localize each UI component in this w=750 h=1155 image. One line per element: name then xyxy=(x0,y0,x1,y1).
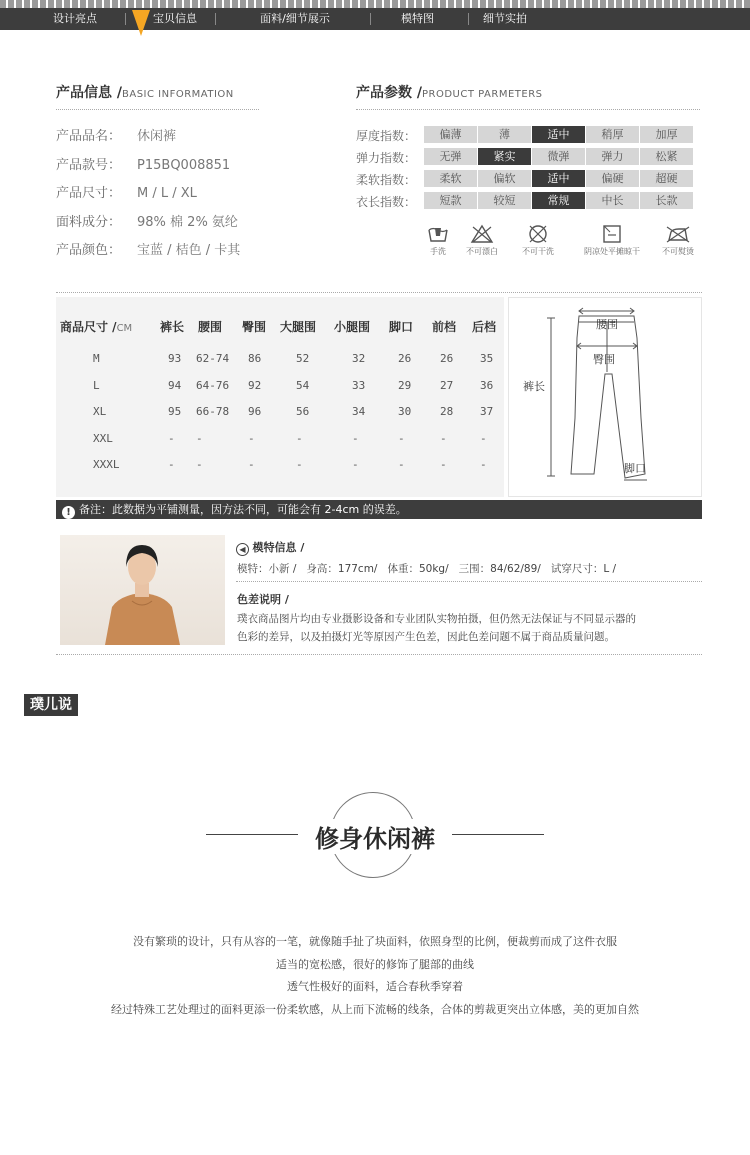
nav-item-design[interactable]: 设计亮点 xyxy=(53,12,97,25)
measurement-note xyxy=(56,500,702,519)
nav-item-model[interactable]: 模特图 xyxy=(401,12,434,25)
no-bleach-icon xyxy=(460,224,504,244)
hand-wash-icon xyxy=(416,224,460,244)
info-label: 产品品名： xyxy=(56,129,122,144)
param-option: 偏硬 xyxy=(586,170,639,187)
size-row-label: M xyxy=(93,352,100,365)
size-row-label: XL xyxy=(93,405,107,418)
param-option: 柔软 xyxy=(424,170,477,187)
size-cell: 35 xyxy=(480,352,494,365)
length-label: 裤长 xyxy=(523,380,545,393)
product-info-title-cn: 产品信息 / xyxy=(56,85,122,101)
param-option: 无弹 xyxy=(424,148,477,165)
size-cell: - xyxy=(296,431,303,445)
model-info-heading xyxy=(236,539,304,556)
size-cell: - xyxy=(480,458,487,471)
info-value: 休闲裤 xyxy=(137,129,177,144)
care-label: 不可熨烫 xyxy=(662,247,694,256)
param-option: 中长 xyxy=(586,192,639,209)
param-option: 适中 xyxy=(532,126,585,143)
hem-label: 脚口 xyxy=(624,462,646,475)
care-label: 不可干洗 xyxy=(522,247,554,256)
param-option: 常规 xyxy=(532,192,585,209)
care-item xyxy=(516,224,560,257)
size-row-label: XXXL xyxy=(93,458,120,471)
param-option: 薄 xyxy=(478,126,531,143)
param-option: 超硬 xyxy=(640,170,693,187)
size-cell: - xyxy=(480,431,487,445)
hip-label: 臀围 xyxy=(593,353,615,366)
param-label: 柔软指数： xyxy=(356,173,417,187)
info-row-color xyxy=(56,239,240,258)
nav-separator xyxy=(215,13,216,25)
divider xyxy=(356,109,700,110)
divider xyxy=(56,654,702,655)
nav-separator xyxy=(370,13,371,25)
size-header-text: 商品尺寸 / xyxy=(60,320,117,334)
param-option: 长款 xyxy=(640,192,693,209)
nav-item-info[interactable]: 宝贝信息 xyxy=(153,12,197,25)
size-cell: 95 xyxy=(168,405,182,418)
waist-label: 腰围 xyxy=(596,318,618,331)
size-cell: - xyxy=(248,458,255,471)
size-cell: 54 xyxy=(296,378,310,392)
param-option: 加厚 xyxy=(640,126,693,143)
product-params-title-cn: 产品参数 / xyxy=(356,85,422,101)
divider xyxy=(236,581,702,582)
size-cell: - xyxy=(440,431,447,445)
feature-title: 修身休闲裤 xyxy=(298,819,452,854)
param-option: 适中 xyxy=(532,170,585,187)
feature-line-3: 透气性极好的面料，适合春秋季穿着 xyxy=(287,980,463,993)
feature-line-2: 适当的宽松感，很好的修饰了腿部的曲线 xyxy=(276,958,474,971)
care-item xyxy=(460,224,504,257)
care-label: 手洗 xyxy=(430,247,446,256)
size-cell: 66-78 xyxy=(196,405,230,418)
size-cell: 36 xyxy=(480,378,494,392)
product-params-title xyxy=(356,82,543,102)
param-label: 弹力指数： xyxy=(356,151,417,165)
no-dry-clean-icon xyxy=(516,224,560,244)
size-cell: - xyxy=(248,431,255,445)
param-option: 微弹 xyxy=(532,148,585,165)
size-cell: 26 xyxy=(398,352,412,365)
model-figure xyxy=(60,535,225,645)
model-photo xyxy=(60,535,225,645)
size-cell: 32 xyxy=(352,352,366,365)
care-item xyxy=(656,224,700,257)
size-cell: 29 xyxy=(398,378,412,392)
size-cell: 94 xyxy=(168,378,182,392)
size-column-header: 臀围 xyxy=(242,320,267,334)
size-column-header: 大腿围 xyxy=(280,320,317,334)
size-cell: 28 xyxy=(440,405,454,418)
size-cell: 30 xyxy=(398,405,412,418)
info-label: 产品款号： xyxy=(56,158,122,173)
param-option: 较短 xyxy=(478,192,531,209)
product-info-title xyxy=(56,82,234,102)
size-cell: 33 xyxy=(352,378,366,392)
info-value: M / L / XL xyxy=(137,186,197,201)
size-column-header: 裤长 xyxy=(160,320,185,334)
note-text: 备注：此数据为平铺测量，因方法不同，可能会有 2-4cm 的误差。 xyxy=(79,503,407,516)
top-nav xyxy=(0,0,750,30)
info-value: 98% 棉 2% 氨纶 xyxy=(137,215,238,230)
size-cell: 93 xyxy=(168,352,182,365)
size-header-unit: CM xyxy=(116,323,133,334)
size-cell: 37 xyxy=(480,405,494,418)
info-label: 面料成分： xyxy=(56,215,122,230)
info-value: P15BQ008851 xyxy=(137,158,231,173)
size-cell: - xyxy=(196,458,203,471)
size-column-header: 腰围 xyxy=(198,320,223,334)
size-cell: 96 xyxy=(248,405,262,418)
divider xyxy=(56,109,259,110)
color-diff-text-2: 色彩的差异，以及拍摄灯光等原因产生色差，因此色差问题不属于商品质量问题。 xyxy=(237,631,615,643)
nav-item-fabric[interactable]: 面料/细节展示 xyxy=(260,12,330,25)
param-option: 弹力 xyxy=(586,148,639,165)
no-iron-icon xyxy=(656,224,700,244)
nav-separator xyxy=(125,13,126,25)
nav-item-details[interactable]: 细节实拍 xyxy=(483,12,527,25)
size-cell: 34 xyxy=(352,405,366,418)
size-cell: - xyxy=(196,431,203,445)
size-table-header-label xyxy=(60,318,132,335)
divider xyxy=(56,292,702,293)
product-params-title-en: PRODUCT PARMETERS xyxy=(422,89,543,100)
param-option: 稍厚 xyxy=(586,126,639,143)
feature-line-4: 经过特殊工艺处理过的面料更添一份柔软感，从上而下流畅的线条，合体的剪裁更突出立体感，美的更加自然 xyxy=(111,1003,639,1016)
size-cell: 26 xyxy=(440,352,454,365)
info-value: 宝蓝 / 桔色 / 卡其 xyxy=(137,243,241,258)
size-cell: - xyxy=(352,458,359,471)
param-option: 偏薄 xyxy=(424,126,477,143)
info-row-size xyxy=(56,182,197,201)
shade-dry-icon xyxy=(574,224,650,244)
size-column-header: 小腿围 xyxy=(334,320,371,334)
param-option: 紧实 xyxy=(478,148,531,165)
nav-border xyxy=(0,0,750,8)
size-cell: - xyxy=(168,431,175,445)
param-label: 厚度指数： xyxy=(356,129,417,143)
care-item xyxy=(416,224,460,257)
size-cell: - xyxy=(398,431,405,445)
info-icon: ! xyxy=(62,506,75,519)
model-details: 模特：小新 / 身高：177cm/ 体重：50kg/ 三围：84/62/89/ 试穿尺寸：L / xyxy=(237,563,617,575)
param-label: 衣长指数： xyxy=(356,195,417,209)
title-line-right xyxy=(452,834,544,835)
puer-says-badge: 璞儿说 xyxy=(24,694,78,716)
info-row-name xyxy=(56,125,176,144)
size-cell: - xyxy=(352,431,359,445)
care-label: 阴凉处平摊晾干 xyxy=(584,247,640,256)
product-info-title-en: BASIC INFORMATION xyxy=(122,89,234,100)
info-row-fabric xyxy=(56,211,238,230)
size-row-label: L xyxy=(93,378,100,392)
size-column-header: 后档 xyxy=(472,320,497,334)
care-label: 不可漂白 xyxy=(466,247,498,256)
info-label: 产品颜色： xyxy=(56,243,122,258)
color-diff-text-1: 璞衣商品图片均由专业摄影设备和专业团队实物拍摄，但仍然无法保证与不同显示器的 xyxy=(237,613,636,625)
size-table xyxy=(56,297,504,497)
title-line-left xyxy=(206,834,298,835)
size-cell: 27 xyxy=(440,378,454,392)
size-cell: 64-76 xyxy=(196,378,230,392)
info-row-sku xyxy=(56,154,230,173)
model-info-title: 模特信息 / xyxy=(252,541,305,554)
size-cell: 86 xyxy=(248,352,262,365)
size-row-label: XXL xyxy=(93,431,113,445)
param-option: 偏软 xyxy=(478,170,531,187)
pants-diagram xyxy=(508,297,702,497)
param-option: 短款 xyxy=(424,192,477,209)
size-cell: - xyxy=(296,458,303,471)
size-cell: 92 xyxy=(248,378,262,392)
color-diff-title: 色差说明 / xyxy=(237,593,289,606)
size-cell: 62-74 xyxy=(196,352,230,365)
size-cell: - xyxy=(440,458,447,471)
size-column-header: 脚口 xyxy=(389,320,414,334)
care-item xyxy=(574,224,650,257)
size-cell: 52 xyxy=(296,352,310,365)
size-column-header: 前档 xyxy=(432,320,457,334)
speaker-icon: ◀ xyxy=(236,543,249,556)
nav-separator xyxy=(468,13,469,25)
size-cell: - xyxy=(168,458,175,471)
feature-line-1: 没有繁琐的设计，只有从容的一笔，就像随手扯了块面料，依照身型的比例，便裁剪而成了这件衣服 xyxy=(133,935,617,948)
param-option: 松紧 xyxy=(640,148,693,165)
size-cell: 56 xyxy=(296,405,310,418)
size-cell: - xyxy=(398,458,405,471)
info-label: 产品尺寸： xyxy=(56,186,122,201)
